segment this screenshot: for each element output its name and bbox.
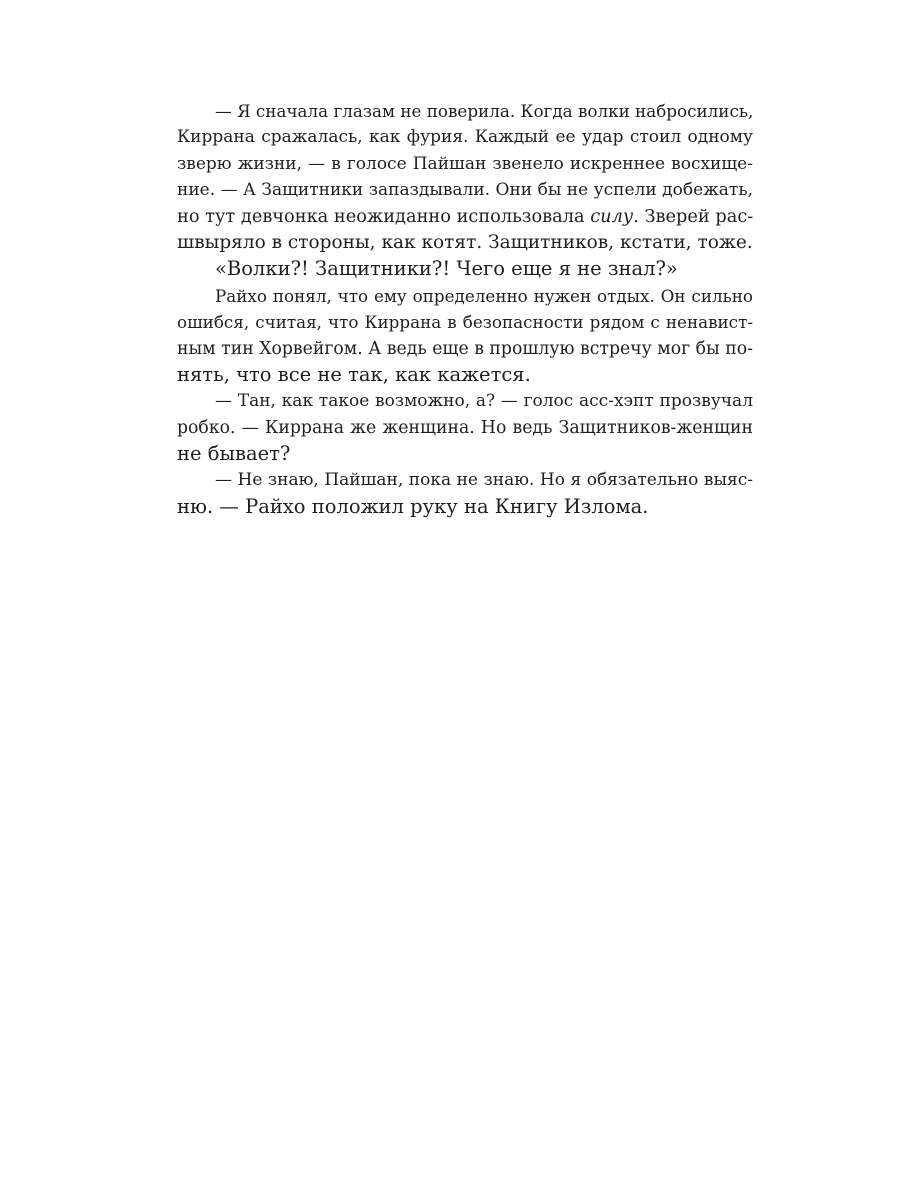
line-text: ошибся, считая, что Киррана в безопасности рядом с ненавист-	[177, 312, 753, 333]
line-text: робко. — Киррана же женщина. Но ведь Защитников-женщин	[177, 417, 753, 438]
emphasis-text: силу	[590, 206, 634, 227]
line-text: нять, что все не так, как кажется.	[177, 362, 531, 386]
text-line	[177, 336, 753, 362]
text-line	[177, 441, 753, 467]
line-text: Киррана сражалась, как фурия. Каждый ее удар стоил одному	[177, 127, 753, 148]
paragraph	[177, 98, 753, 256]
text-line	[177, 124, 753, 150]
line-text: зверю жизни, — в голосе Пайшан звенело искреннее восхище-	[177, 153, 753, 174]
paragraph	[177, 256, 753, 282]
line-text: . Зверей рас-	[633, 206, 754, 227]
text-line	[177, 204, 753, 230]
paragraph	[177, 283, 753, 389]
text-line	[177, 362, 753, 388]
text-line	[177, 98, 753, 124]
text-line	[177, 415, 753, 441]
paragraph	[177, 467, 753, 520]
line-text: — Тан, как такое возможно, а? — голос асс-хэпт прозвучал	[215, 391, 753, 412]
line-text: не бывает?	[177, 442, 291, 466]
line-text: ным тин Хорвейгом. А ведь еще в прошлую встречу мог бы по-	[177, 338, 753, 359]
paragraph	[177, 388, 753, 467]
text-line	[177, 230, 753, 256]
body-text	[177, 98, 753, 520]
line-text: Райхо понял, что ему определенно нужен отдых. Он сильно	[215, 285, 753, 306]
line-text: швыряло в стороны, как котят. Защитников, кстати, тоже.	[177, 231, 753, 253]
line-text: ние. — А Защитники запаздывали. Они бы не успели добежать,	[177, 180, 753, 201]
text-line	[177, 467, 753, 493]
line-text: ню. — Райхо положил руку на Книгу Излома.	[177, 494, 649, 518]
text-line	[177, 256, 753, 282]
text-line	[177, 151, 753, 177]
text-line	[177, 309, 753, 335]
text-line	[177, 494, 753, 520]
line-text: — Я сначала глазам не поверила. Когда волки набросились,	[215, 101, 754, 121]
text-line	[177, 177, 753, 203]
line-text: «Волки?! Защитники?! Чего еще я не знал?»	[215, 257, 678, 281]
line-text: — Не знаю, Пайшан, пока не знаю. Но я обязательно выяс-	[215, 470, 753, 491]
line-text: но тут девчонка неожиданно использовала	[177, 206, 591, 227]
text-line	[177, 388, 753, 414]
text-line	[177, 283, 753, 309]
